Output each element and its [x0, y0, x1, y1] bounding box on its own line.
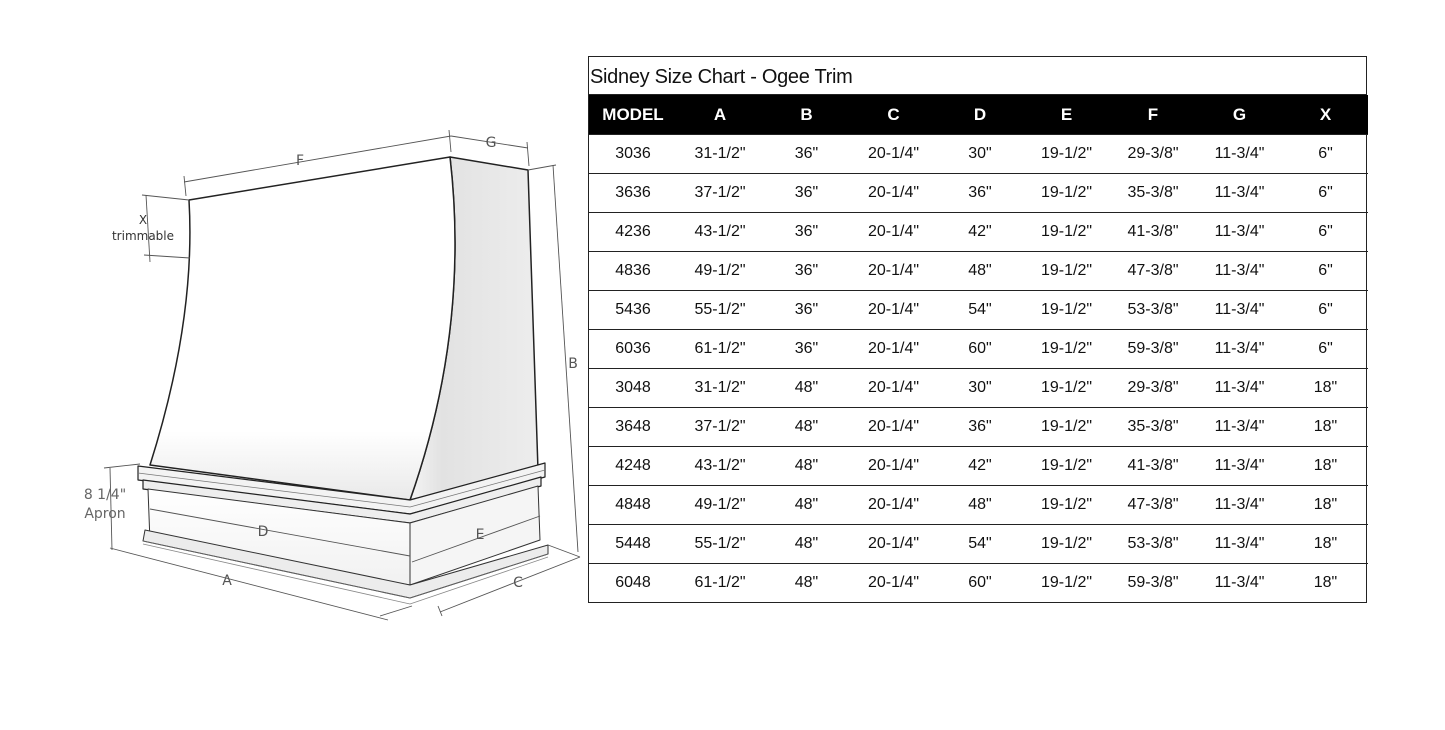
dimension-cell: 36": [763, 174, 850, 213]
apron-size-label: 8 1/4": [83, 487, 127, 503]
dimension-cell: 48": [763, 447, 850, 486]
dimension-cell: 48": [937, 252, 1023, 291]
dim-label-c: C: [513, 575, 523, 591]
dimension-cell: 36": [763, 252, 850, 291]
dimension-cell: 41-3/8": [1110, 447, 1196, 486]
dimension-cell: 49-1/2": [677, 252, 763, 291]
size-chart: [588, 56, 1367, 603]
model-cell: 4848: [589, 486, 677, 525]
dimension-cell: 36": [763, 330, 850, 369]
hood-body: [138, 157, 548, 604]
table-row: [589, 330, 1368, 369]
dim-label-x: X: [138, 213, 148, 227]
chart-title: Sidney Size Chart - Ogee Trim: [589, 57, 1366, 95]
column-header: B: [763, 95, 850, 135]
dimension-cell: 54": [937, 525, 1023, 564]
dimension-cell: 48": [763, 369, 850, 408]
table-row: [589, 213, 1368, 252]
dimension-cell: 11-3/4": [1196, 408, 1283, 447]
dimension-cell: 53-3/8": [1110, 291, 1196, 330]
dimension-cell: 20-1/4": [850, 174, 937, 213]
table-body: [589, 135, 1368, 603]
dimension-cell: 18": [1283, 408, 1368, 447]
dimension-cell: 55-1/2": [677, 291, 763, 330]
dimension-cell: 35-3/8": [1110, 408, 1196, 447]
dimension-cell: 6": [1283, 330, 1368, 369]
dimension-cell: 19-1/2": [1023, 213, 1110, 252]
column-header: A: [677, 95, 763, 135]
dim-label-g: G: [485, 135, 497, 151]
dimension-cell: 18": [1283, 447, 1368, 486]
table-row: [589, 525, 1368, 564]
dimension-cell: 18": [1283, 369, 1368, 408]
dimension-cell: 36": [937, 174, 1023, 213]
dimension-cell: 59-3/8": [1110, 564, 1196, 603]
dimension-cell: 30": [937, 369, 1023, 408]
dim-label-e: E: [475, 527, 485, 543]
dimension-cell: 61-1/2": [677, 330, 763, 369]
dimension-cell: 42": [937, 213, 1023, 252]
table-header-row: [589, 95, 1368, 135]
column-header: MODEL: [589, 95, 677, 135]
dimension-cell: 19-1/2": [1023, 135, 1110, 174]
dimension-cell: 18": [1283, 525, 1368, 564]
dimension-cell: 20-1/4": [850, 486, 937, 525]
dimension-cell: 19-1/2": [1023, 291, 1110, 330]
dimension-cell: 36": [763, 291, 850, 330]
table-row: [589, 174, 1368, 213]
dimension-cell: 19-1/2": [1023, 564, 1110, 603]
model-cell: 5448: [589, 525, 677, 564]
dimension-cell: 20-1/4": [850, 408, 937, 447]
dimension-cell: 11-3/4": [1196, 486, 1283, 525]
dimension-cell: 59-3/8": [1110, 330, 1196, 369]
dimension-cell: 11-3/4": [1196, 174, 1283, 213]
column-header: F: [1110, 95, 1196, 135]
dimension-cell: 48": [937, 486, 1023, 525]
dimension-cell: 55-1/2": [677, 525, 763, 564]
dimension-cell: 19-1/2": [1023, 447, 1110, 486]
dimension-cell: 19-1/2": [1023, 330, 1110, 369]
dimension-cell: 19-1/2": [1023, 525, 1110, 564]
range-hood-diagram: [0, 0, 590, 640]
dimension-cell: 29-3/8": [1110, 369, 1196, 408]
dimension-cell: 19-1/2": [1023, 252, 1110, 291]
column-header: G: [1196, 95, 1283, 135]
model-cell: 3636: [589, 174, 677, 213]
dimension-cell: 20-1/4": [850, 213, 937, 252]
dimension-cell: 60": [937, 564, 1023, 603]
table-row: [589, 135, 1368, 174]
column-header: C: [850, 95, 937, 135]
model-cell: 4836: [589, 252, 677, 291]
dimension-cell: 37-1/2": [677, 174, 763, 213]
table-row: [589, 408, 1368, 447]
dimension-cell: 19-1/2": [1023, 174, 1110, 213]
dimension-cell: 48": [763, 564, 850, 603]
model-cell: 6036: [589, 330, 677, 369]
column-header: D: [937, 95, 1023, 135]
dimension-cell: 6": [1283, 252, 1368, 291]
dimension-cell: 20-1/4": [850, 291, 937, 330]
dimension-cell: 41-3/8": [1110, 213, 1196, 252]
dim-label-f: F: [295, 153, 305, 169]
dimension-cell: 11-3/4": [1196, 330, 1283, 369]
model-cell: 4236: [589, 213, 677, 252]
dimension-cell: 31-1/2": [677, 369, 763, 408]
table-row: [589, 564, 1368, 603]
dimension-cell: 6": [1283, 174, 1368, 213]
dimension-cell: 18": [1283, 564, 1368, 603]
dimension-cell: 11-3/4": [1196, 369, 1283, 408]
dimension-cell: 36": [763, 213, 850, 252]
column-header: X: [1283, 95, 1368, 135]
dimension-cell: 31-1/2": [677, 135, 763, 174]
trimmable-label: trimmable: [111, 229, 175, 243]
dimension-cell: 11-3/4": [1196, 135, 1283, 174]
model-cell: 3648: [589, 408, 677, 447]
dimension-cell: 20-1/4": [850, 369, 937, 408]
dimension-cell: 43-1/2": [677, 213, 763, 252]
dimension-cell: 30": [937, 135, 1023, 174]
dimension-cell: 20-1/4": [850, 330, 937, 369]
dimension-cell: 11-3/4": [1196, 525, 1283, 564]
dimension-cell: 18": [1283, 486, 1368, 525]
table-row: [589, 486, 1368, 525]
dimension-cell: 48": [763, 525, 850, 564]
model-cell: 3036: [589, 135, 677, 174]
dimension-cell: 47-3/8": [1110, 252, 1196, 291]
dimension-cell: 61-1/2": [677, 564, 763, 603]
model-cell: 3048: [589, 369, 677, 408]
dimension-cell: 19-1/2": [1023, 408, 1110, 447]
dimension-cell: 20-1/4": [850, 135, 937, 174]
dimension-cell: 19-1/2": [1023, 369, 1110, 408]
table-row: [589, 447, 1368, 486]
size-table: [589, 95, 1368, 602]
dimension-cell: 48": [763, 408, 850, 447]
dimension-cell: 47-3/8": [1110, 486, 1196, 525]
table-row: [589, 252, 1368, 291]
model-cell: 6048: [589, 564, 677, 603]
table-row: [589, 369, 1368, 408]
dimension-cell: 43-1/2": [677, 447, 763, 486]
model-cell: 5436: [589, 291, 677, 330]
dim-label-a: A: [222, 573, 232, 589]
dimension-cell: 6": [1283, 135, 1368, 174]
dimension-cell: 6": [1283, 213, 1368, 252]
dimension-cell: 60": [937, 330, 1023, 369]
dimension-cell: 42": [937, 447, 1023, 486]
dimension-cell: 11-3/4": [1196, 564, 1283, 603]
dimension-cell: 11-3/4": [1196, 291, 1283, 330]
dimension-cell: 36": [937, 408, 1023, 447]
dimension-cell: 37-1/2": [677, 408, 763, 447]
dimension-cell: 20-1/4": [850, 564, 937, 603]
model-cell: 4248: [589, 447, 677, 486]
dimension-cell: 11-3/4": [1196, 213, 1283, 252]
dimension-cell: 6": [1283, 291, 1368, 330]
dimension-cell: 11-3/4": [1196, 252, 1283, 291]
table-row: [589, 291, 1368, 330]
dim-label-b: B: [568, 356, 578, 372]
dimension-cell: 53-3/8": [1110, 525, 1196, 564]
dimension-cell: 20-1/4": [850, 252, 937, 291]
dimension-cell: 20-1/4": [850, 447, 937, 486]
dimension-cell: 54": [937, 291, 1023, 330]
dimension-cell: 29-3/8": [1110, 135, 1196, 174]
dimension-cell: 20-1/4": [850, 525, 937, 564]
dimension-cell: 19-1/2": [1023, 486, 1110, 525]
dimension-cell: 49-1/2": [677, 486, 763, 525]
dimension-cell: 36": [763, 135, 850, 174]
dimension-cell: 11-3/4": [1196, 447, 1283, 486]
dimension-cell: 48": [763, 486, 850, 525]
dimension-cell: 35-3/8": [1110, 174, 1196, 213]
apron-label: Apron: [84, 506, 126, 522]
column-header: E: [1023, 95, 1110, 135]
dim-label-d: D: [257, 524, 269, 540]
